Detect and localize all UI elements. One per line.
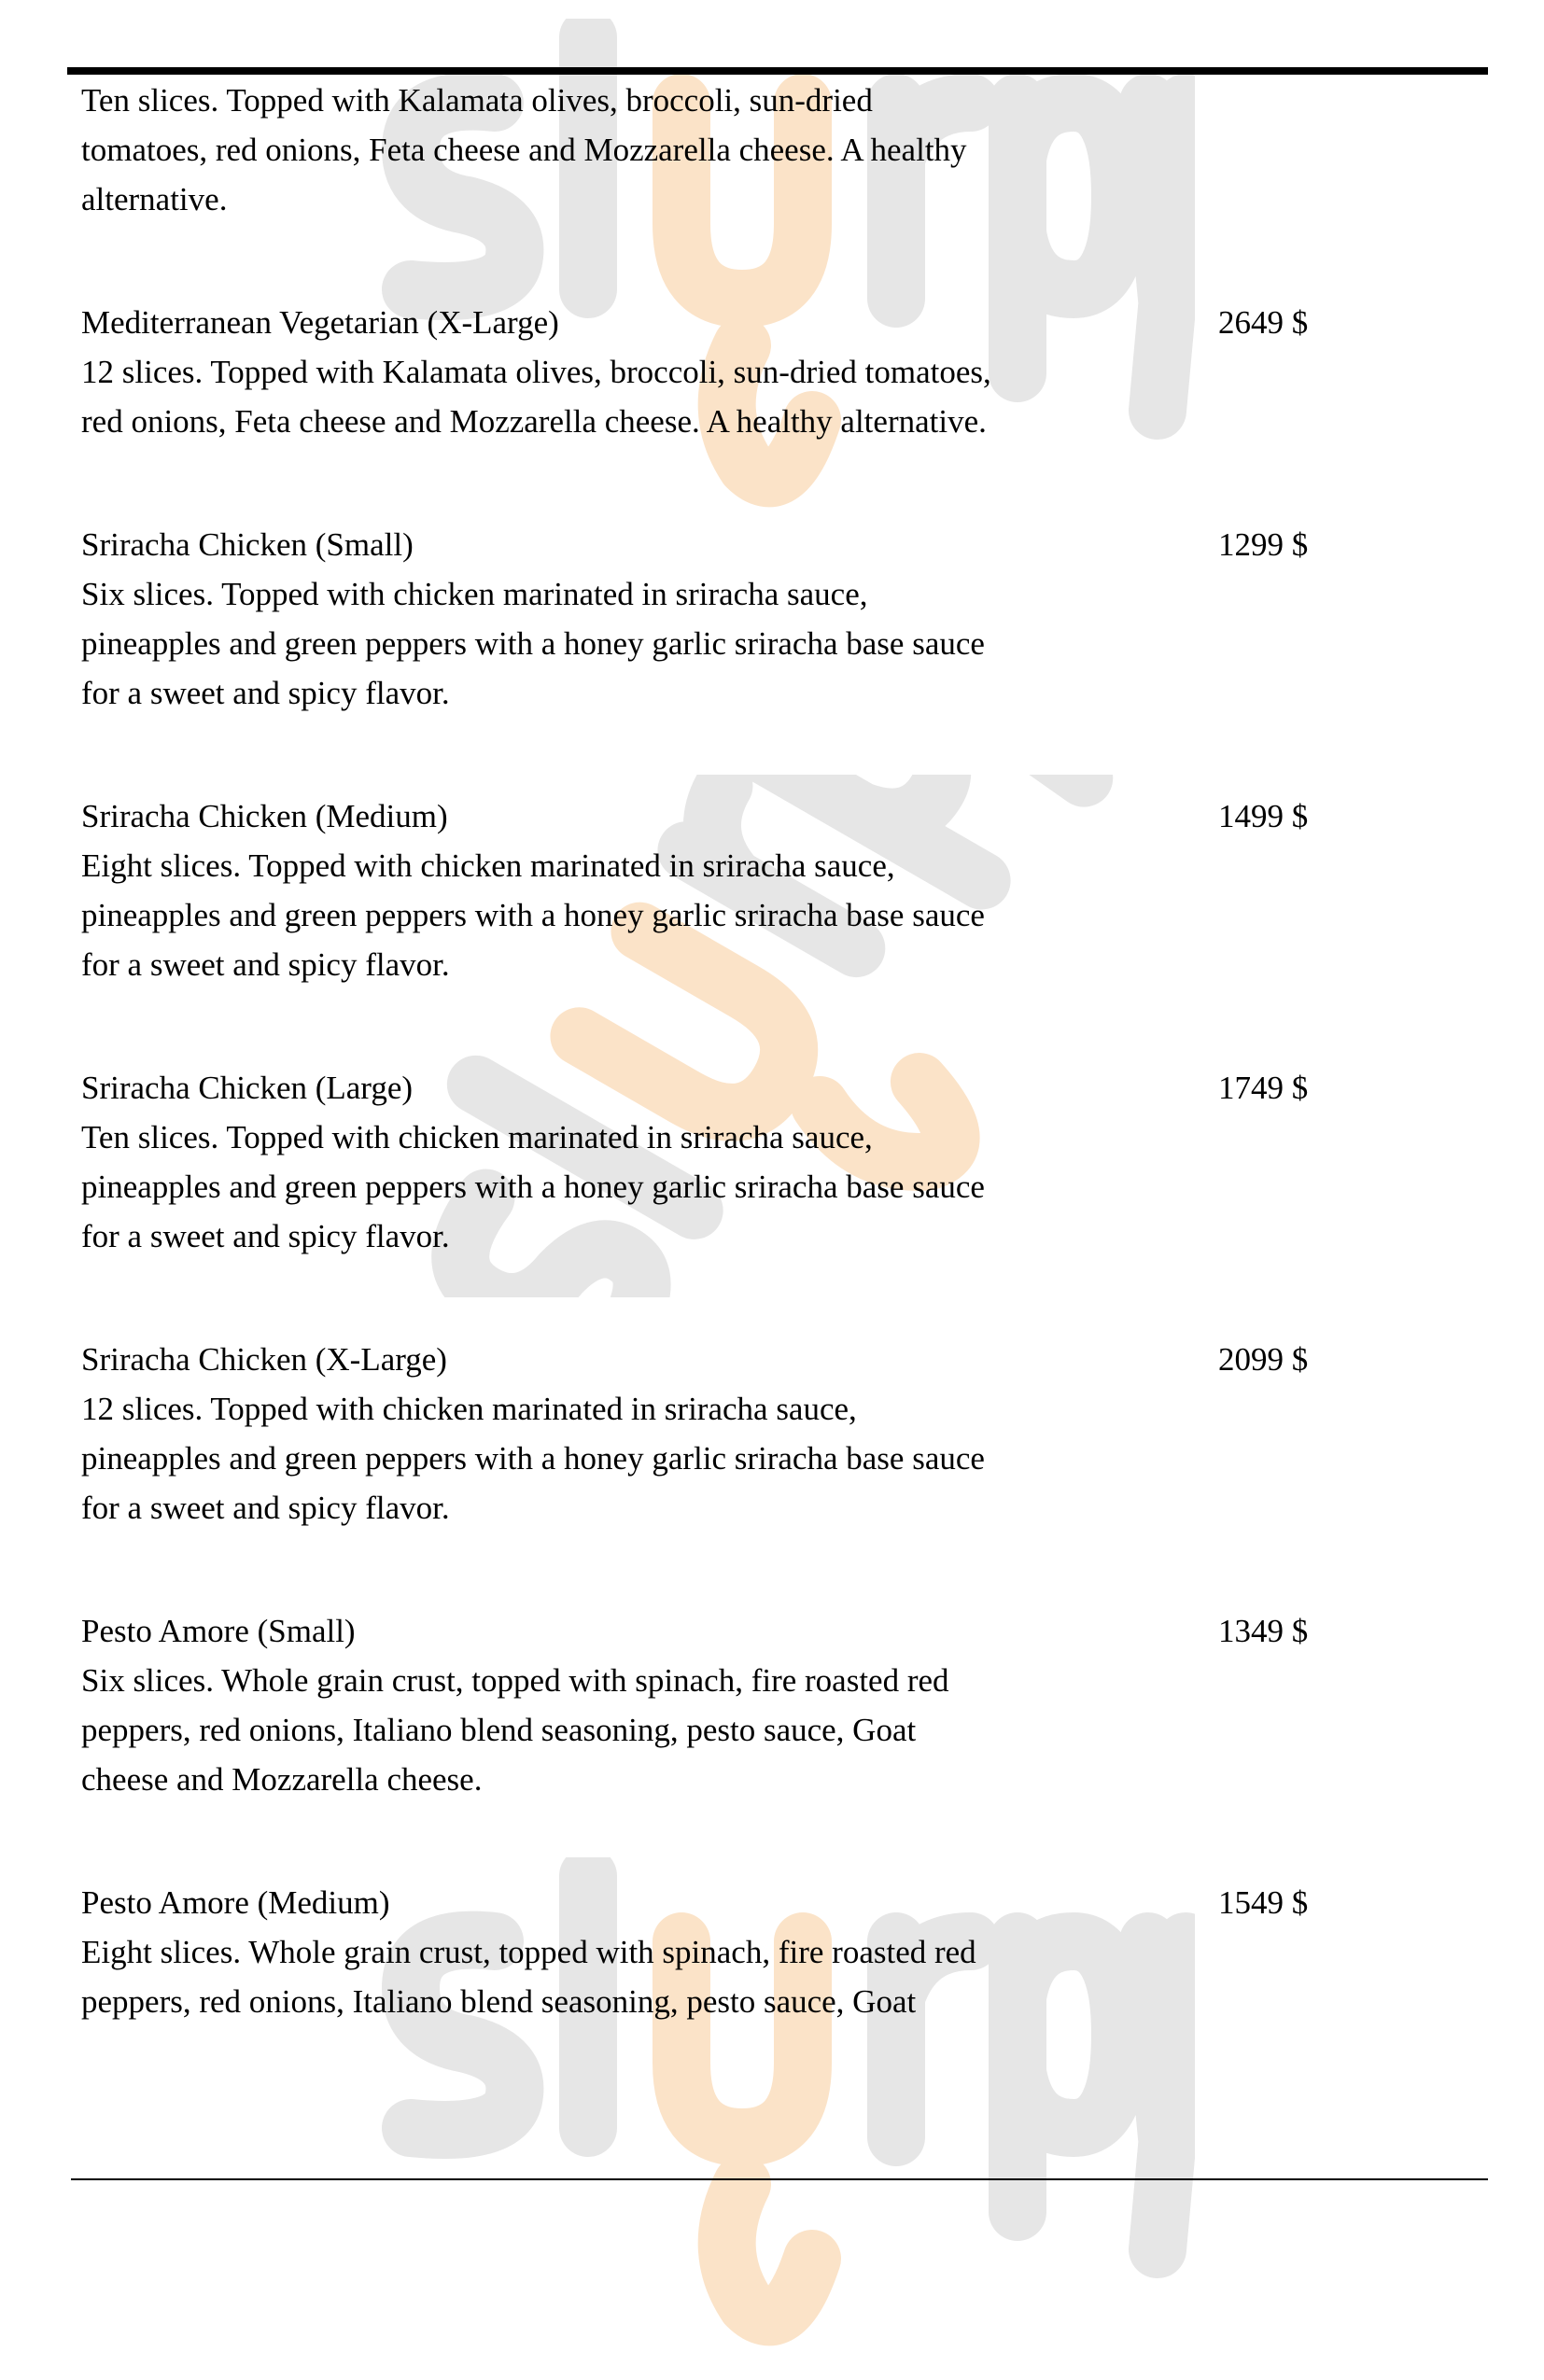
item-price: 1499 $ <box>1218 798 1309 834</box>
item-description-line: red onions, Feta cheese and Mozzarella cheese. A healthy alternative. <box>81 403 987 440</box>
menu-item <box>81 791 1481 989</box>
watermark-tongue <box>727 2184 812 2317</box>
bottom-divider <box>71 2178 1488 2180</box>
item-title: Sriracha Chicken (X-Large) <box>81 1341 447 1378</box>
item-title: Mediterranean Vegetarian (X-Large) <box>81 304 559 341</box>
item-title: Sriracha Chicken (Large) <box>81 1070 414 1106</box>
item-description-line: peppers, red onions, Italiano blend seasoning, pesto sauce, Goat <box>81 1712 917 1748</box>
item-title: Pesto Amore (Medium) <box>81 1884 390 1921</box>
item-title: Pesto Amore (Small) <box>81 1613 356 1649</box>
menu-item <box>81 76 1481 224</box>
item-description-line: for a sweet and spicy flavor. <box>81 946 450 983</box>
item-description-line: 12 slices. Topped with chicken marinated in sriracha sauce, <box>81 1391 857 1427</box>
item-description-line: Eight slices. Topped with chicken marinated in sriracha sauce, <box>81 847 895 884</box>
menu-item <box>81 1606 1481 1804</box>
item-description-line: for a sweet and spicy flavor. <box>81 1218 450 1254</box>
item-price: 2649 $ <box>1218 304 1309 341</box>
menu-item <box>81 520 1481 718</box>
item-description-line: pineapples and green peppers with a honey garlic sriracha base sauce <box>81 1169 985 1205</box>
item-description-line: for a sweet and spicy flavor. <box>81 675 450 711</box>
menu-item <box>81 298 1481 446</box>
item-description-line: peppers, red onions, Italiano blend seasoning, pesto sauce, Goat <box>81 1983 917 2020</box>
menu-item <box>81 1335 1481 1533</box>
item-price: 1749 $ <box>1218 1070 1309 1106</box>
item-description-line: Six slices. Topped with chicken marinated in sriracha sauce, <box>81 576 868 612</box>
item-description-line: Six slices. Whole grain crust, topped with spinach, fire roasted red <box>81 1662 949 1699</box>
item-price: 1349 $ <box>1218 1613 1309 1649</box>
item-price: 1299 $ <box>1218 526 1309 563</box>
item-description-line: cheese and Mozzarella cheese. <box>81 1761 483 1798</box>
menu-list <box>81 76 1481 2026</box>
menu-item <box>81 1878 1481 2026</box>
item-description-line: tomatoes, red onions, Feta cheese and Mozzarella cheese. A healthy <box>81 132 967 168</box>
item-description-line: pineapples and green peppers with a honey garlic sriracha base sauce <box>81 625 985 662</box>
item-description-line: Eight slices. Whole grain crust, topped with spinach, fire roasted red <box>81 1934 976 1970</box>
item-price: 1549 $ <box>1218 1884 1309 1921</box>
item-price: 2099 $ <box>1218 1341 1309 1378</box>
item-description-line: Ten slices. Topped with chicken marinated in sriracha sauce, <box>81 1119 873 1155</box>
item-title: Sriracha Chicken (Small) <box>81 526 414 563</box>
item-description-line: Ten slices. Topped with Kalamata olives, broccoli, sun-dried <box>81 82 873 119</box>
top-divider <box>67 67 1488 75</box>
item-description-line: pineapples and green peppers with a honey garlic sriracha base sauce <box>81 1440 985 1477</box>
item-description-line: for a sweet and spicy flavor. <box>81 1490 450 1526</box>
item-description-line: 12 slices. Topped with Kalamata olives, broccoli, sun-dried tomatoes, <box>81 354 991 390</box>
item-description-line: alternative. <box>81 181 228 217</box>
menu-item <box>81 1063 1481 1261</box>
item-description-line: pineapples and green peppers with a honey garlic sriracha base sauce <box>81 897 985 933</box>
item-title: Sriracha Chicken (Medium) <box>81 798 448 834</box>
